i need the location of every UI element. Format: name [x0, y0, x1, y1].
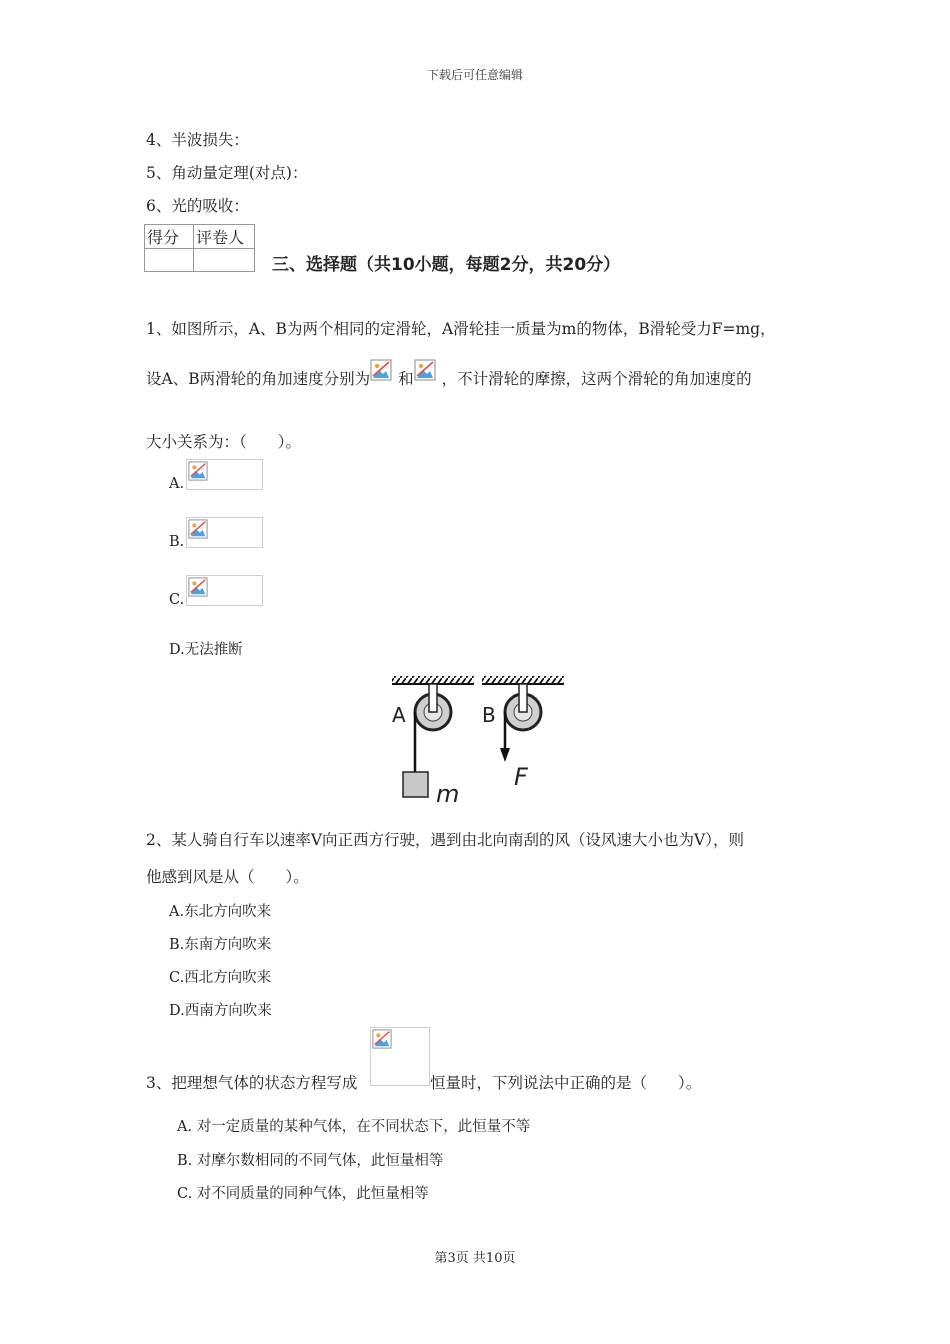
q1-line2-post: ，不计滑轮的摩擦，这两个滑轮的角加速度的	[441, 370, 752, 388]
q3-line-post: 恒量时，下列说法中正确的是（ ）。	[430, 1074, 702, 1092]
q3-option-b: B. 对摩尔数相同的不同气体，此恒量相等	[177, 1153, 444, 1169]
q1-option-c-label: C.	[169, 592, 185, 608]
score-cell	[145, 249, 194, 272]
q3-line-pre: 3、把理想气体的状态方程写成	[146, 1074, 358, 1092]
broken-image-icon	[188, 519, 208, 539]
section-title: 三、选择题（共10小题，每题2分，共20分）	[272, 255, 621, 275]
q1-line2-mid: 和	[398, 370, 414, 388]
q1-option-d: D.无法推断	[169, 642, 243, 658]
item-4: 4、半波损失：	[146, 131, 249, 149]
pulley-figure	[388, 670, 570, 810]
broken-image-icon	[370, 359, 392, 381]
q1-line1: 1、如图所示，A、B为两个相同的定滑轮，A滑轮挂一质量为m的物体，B滑轮受力F=mg，	[146, 320, 776, 338]
label-a: A	[392, 703, 406, 727]
label-m: m	[436, 780, 460, 808]
score-table	[144, 224, 255, 272]
state-equation-image	[370, 1027, 430, 1086]
broken-image-icon	[372, 1029, 392, 1049]
alpha-a-image	[370, 359, 398, 385]
q1-line2-pre: 设A、B两滑轮的角加速度分别为	[146, 370, 371, 388]
item-6: 6、光的吸收：	[146, 197, 249, 215]
q1-option-b-image	[186, 517, 263, 548]
label-f: F	[514, 763, 528, 791]
ceiling-b	[482, 676, 564, 684]
q1-option-c-image	[186, 575, 263, 606]
score-header: 得分	[145, 225, 194, 249]
broken-image-icon	[188, 461, 208, 481]
q1-option-a-label: A.	[169, 476, 185, 492]
q2-line1: 2、某人骑自行车以速率V向正西方行驶，遇到由北向南刮的风（设风速大小也为V），则	[146, 831, 745, 849]
broken-image-icon	[188, 577, 208, 597]
force-arrow	[500, 748, 510, 762]
q2-line2: 他感到风是从（ ）。	[146, 868, 309, 886]
ceiling-a	[392, 676, 474, 684]
mass-block	[403, 772, 428, 797]
alpha-b-image	[414, 359, 442, 385]
q1-option-b-label: B.	[169, 534, 185, 550]
q2-option-b: B.东南方向吹来	[169, 937, 272, 953]
page-footer: 第3页 共10页	[434, 1251, 516, 1266]
q3-option-c: C. 对不同质量的同种气体，此恒量相等	[177, 1186, 429, 1202]
q3-option-a: A. 对一定质量的某种气体，在不同状态下，此恒量不等	[177, 1119, 531, 1135]
grader-cell	[194, 249, 255, 272]
q1-line2	[146, 364, 752, 394]
q2-option-c: C.西北方向吹来	[169, 970, 272, 986]
q2-option-d: D.西南方向吹来	[169, 1003, 272, 1019]
item-5: 5、角动量定理(对点)：	[146, 164, 308, 182]
page-header: 下载后可任意编辑	[426, 68, 523, 82]
q1-option-a-image	[186, 459, 263, 490]
grader-header: 评卷人	[194, 225, 255, 249]
pulley-b	[500, 684, 541, 762]
q1-line3: 大小关系为：（ ）。	[146, 433, 302, 451]
label-b: B	[482, 703, 496, 727]
broken-image-icon	[414, 359, 436, 381]
q2-option-a: A.东北方向吹来	[169, 904, 272, 920]
